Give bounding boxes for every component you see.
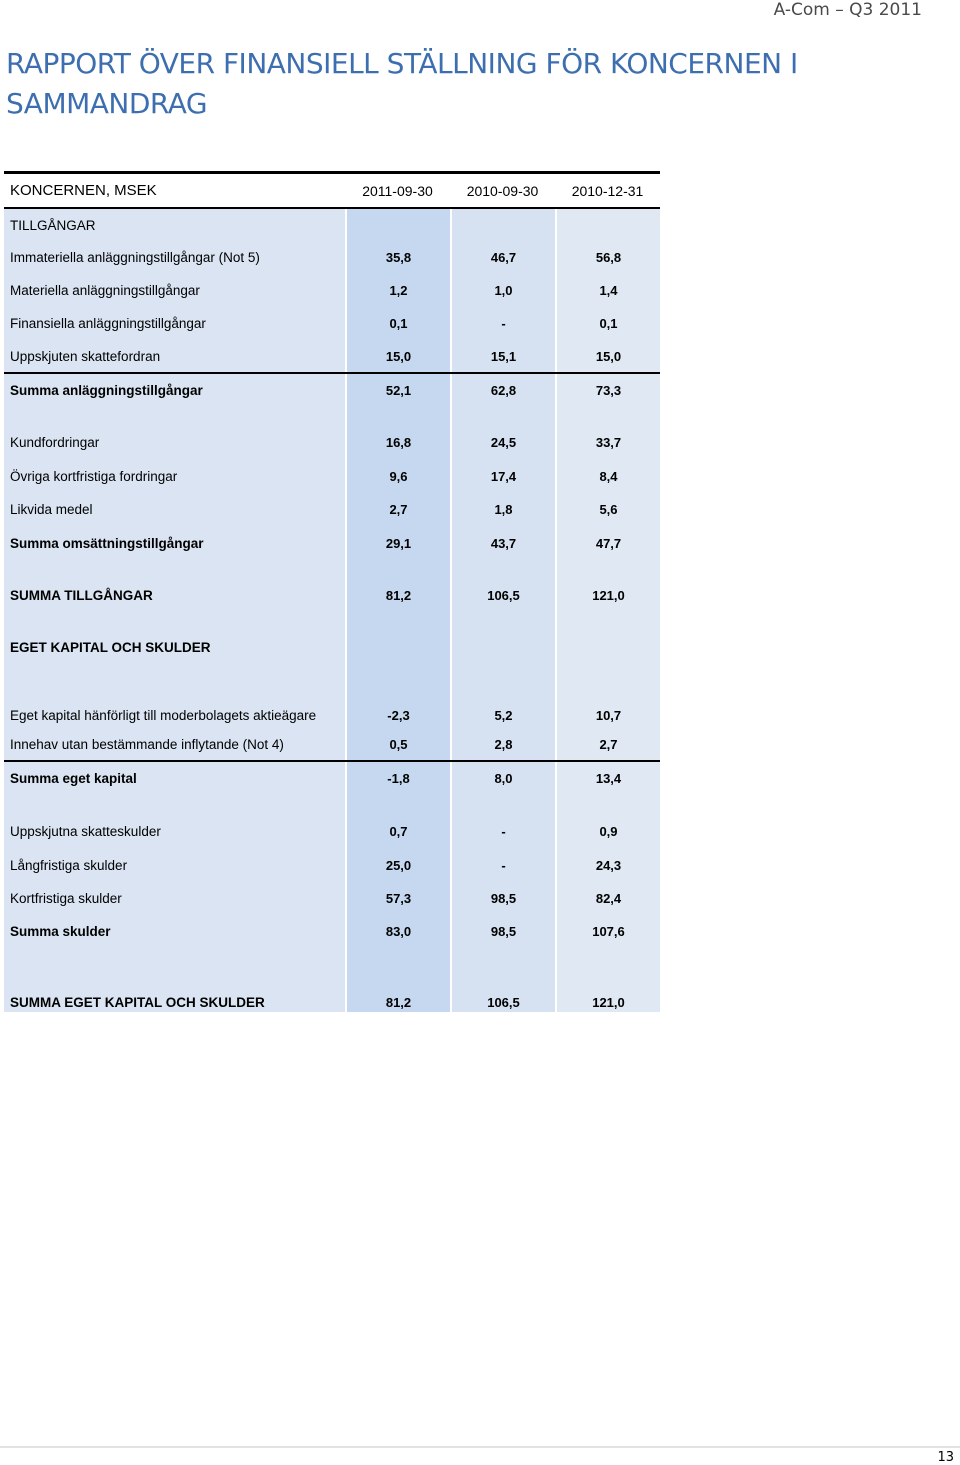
row-value: - [450,849,555,882]
row-label: Summa omsättningstillgångar [4,526,345,560]
table-row [4,307,660,340]
row-value: 15,0 [555,340,660,372]
row-value: 10,7 [555,665,660,729]
row-value: 5,6 [555,493,660,526]
table-row-spacer [4,794,660,813]
row-value: 121,0 [555,577,660,613]
table-row [4,882,660,915]
row-label: Finansiella anläggningstillgångar [4,307,345,340]
row-label: Innehav utan bestämmande inflytande (Not 4) [4,729,345,760]
header-label: KONCERNEN, MSEK [10,182,157,199]
table-row-subtotal [4,915,660,948]
row-value: 0,1 [345,307,450,340]
table-row-subtotal [4,374,660,406]
row-value: 46,7 [450,241,555,274]
table-row-section [4,630,660,665]
table-row-subtotal [4,762,660,794]
table-row-total [4,948,660,1012]
table-row-subtotal [4,526,660,560]
row-value: 16,8 [345,424,450,460]
row-value: 15,0 [345,340,450,372]
row-label: SUMMA TILLGÅNGAR [4,577,345,613]
row-value: 106,5 [450,577,555,613]
row-value: - [450,307,555,340]
row-label: Eget kapital hänförligt till moderbolagets aktieägare [4,665,345,729]
row-value: 13,4 [555,762,660,794]
table-row [4,493,660,526]
row-value: 15,1 [450,340,555,372]
table-row [4,241,660,274]
row-value: 1,4 [555,274,660,307]
footer-divider [0,1446,960,1448]
table-row [4,849,660,882]
row-label: SUMMA EGET KAPITAL OCH SKULDER [4,948,345,1012]
row-value: 62,8 [450,374,555,406]
row-value: 8,0 [450,762,555,794]
row-value: 121,0 [555,948,660,1012]
row-label: Materiella anläggningstillgångar [4,274,345,307]
row-value: 0,5 [345,729,450,760]
table-row-spacer [4,560,660,577]
row-value: 17,4 [450,460,555,493]
row-value: 0,1 [555,307,660,340]
row-value: 24,5 [450,424,555,460]
row-label: TILLGÅNGAR [4,209,345,241]
row-value: 2,8 [450,729,555,760]
row-value: 35,8 [345,241,450,274]
page-number: 13 [937,1450,954,1465]
row-value: 98,5 [450,882,555,915]
row-value: 0,7 [345,813,450,849]
row-value: 81,2 [345,577,450,613]
row-value: 47,7 [555,526,660,560]
row-value: 56,8 [555,241,660,274]
row-value: 98,5 [450,915,555,948]
balance-sheet-table [4,171,660,1012]
table-row [4,460,660,493]
row-value: 33,7 [555,424,660,460]
row-value: 24,3 [555,849,660,882]
row-label: Kundfordringar [4,424,345,460]
row-value: 1,8 [450,493,555,526]
row-value: 57,3 [345,882,450,915]
row-value: 106,5 [450,948,555,1012]
row-value: 73,3 [555,374,660,406]
row-value: 82,4 [555,882,660,915]
row-value: 9,6 [345,460,450,493]
table-row-spacer [4,406,660,424]
table-row-total [4,577,660,613]
row-value: 107,6 [555,915,660,948]
row-value: 5,2 [450,665,555,729]
row-label: Immateriella anläggningstillgångar (Not 5) [4,241,345,274]
row-label: Summa anläggningstillgångar [4,374,345,406]
row-value: 0,9 [555,813,660,849]
row-label: Långfristiga skulder [4,849,345,882]
row-value: 29,1 [345,526,450,560]
row-value: -1,8 [345,762,450,794]
page-title: RAPPORT ÖVER FINANSIELL STÄLLNING FÖR KONCERNEN I SAMMANDRAG [6,47,798,120]
row-label: Summa skulder [4,915,345,948]
row-label: Uppskjuten skattefordran [4,340,345,372]
row-value: 1,0 [450,274,555,307]
row-value: - [450,813,555,849]
row-value: 2,7 [345,493,450,526]
table-row-spacer [4,613,660,630]
row-value: 81,2 [345,948,450,1012]
row-value: 8,4 [555,460,660,493]
row-label: EGET KAPITAL OCH SKULDER [4,630,345,665]
table-row [4,340,660,372]
row-value: 2,7 [555,729,660,760]
table-row [4,729,660,760]
header-col-3: 2010-12-31 [571,182,644,199]
table-row [4,813,660,849]
header-col-1: 2011-09-30 [362,182,433,199]
row-label: Kortfristiga skulder [4,882,345,915]
row-label: Övriga kortfristiga fordringar [4,460,345,493]
row-value: 83,0 [345,915,450,948]
header-col-2: 2010-09-30 [466,182,539,199]
table-row [4,209,660,241]
table-header-row [4,174,660,207]
row-label: Summa eget kapital [4,762,345,794]
row-value: 52,1 [345,374,450,406]
row-value: 1,2 [345,274,450,307]
report-header-label: A-Com – Q3 2011 [773,0,922,20]
row-value: 43,7 [450,526,555,560]
table-row [4,274,660,307]
table-row [4,665,660,729]
row-value: -2,3 [345,665,450,729]
table-row [4,424,660,460]
row-label: Likvida medel [4,493,345,526]
row-label: Uppskjutna skatteskulder [4,813,345,849]
row-value: 25,0 [345,849,450,882]
